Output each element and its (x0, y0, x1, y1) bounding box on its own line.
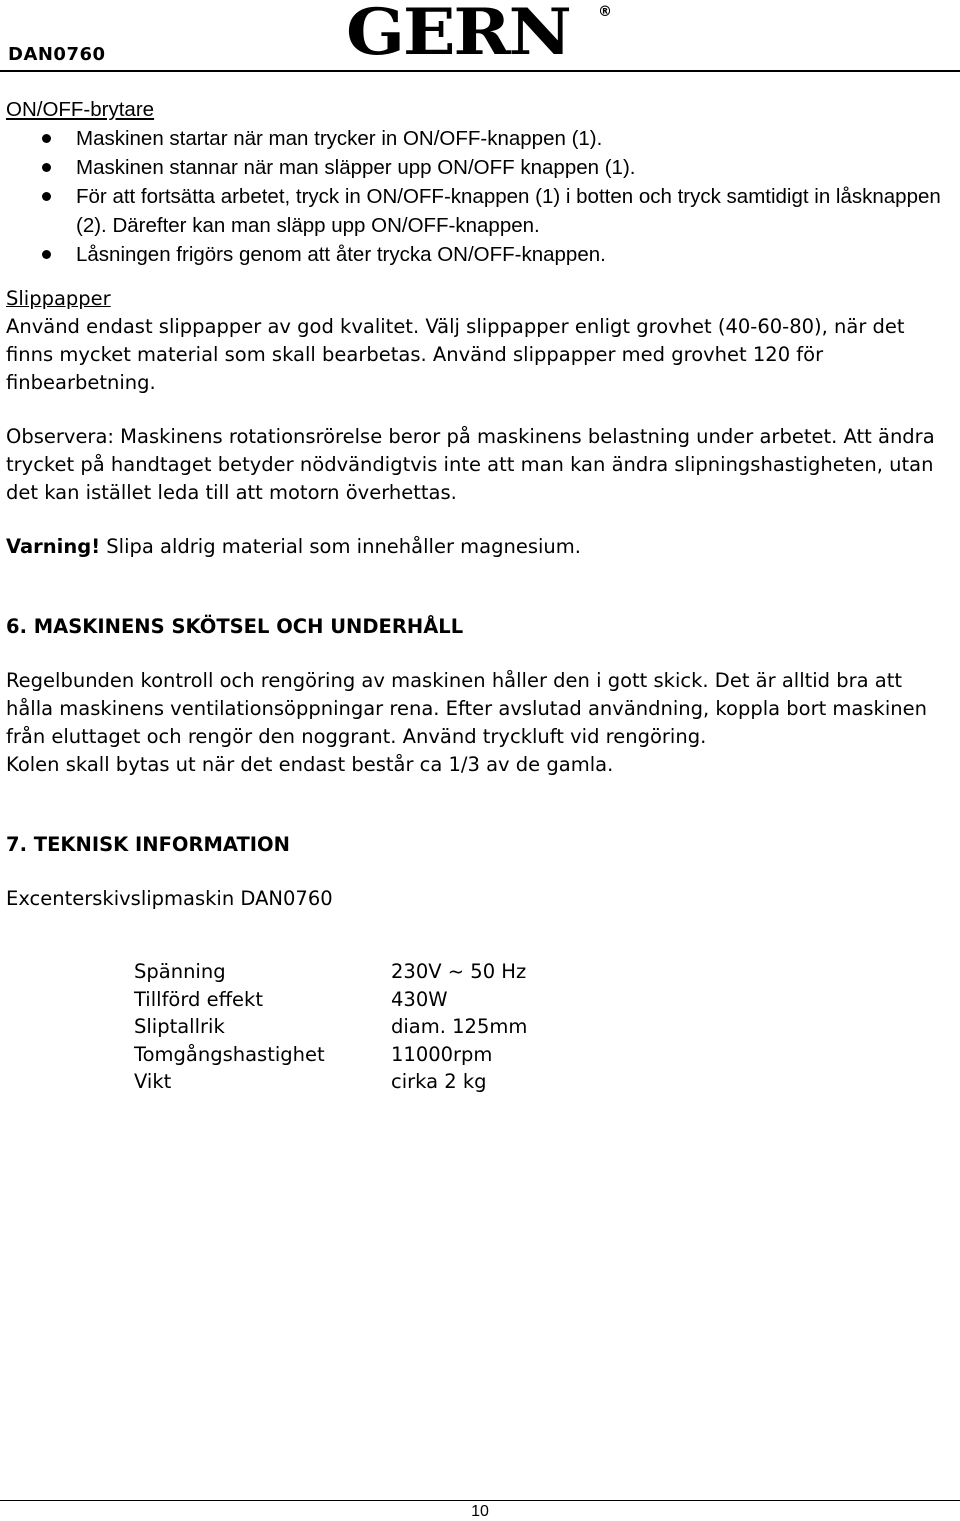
gern-logo: GERN (346, 0, 570, 70)
onoff-list (6, 124, 951, 269)
observera-text: Observera: Maskinens rotationsrörelse beror på maskinens belastning under arbetet. Att ändra trycket på handtaget betyder nödvändigtvis inte att man kan ändra slipningshastigheten, utan det kan istället leda till att motorn överhettas. (6, 425, 935, 504)
page-header (0, 0, 960, 72)
table-row (134, 1013, 527, 1041)
registered-mark: ® (598, 4, 612, 20)
list-item-text: Maskinen stannar när man släpper upp ON/OFF knappen (1). (76, 156, 636, 179)
slippapper-title: Slippapper (6, 287, 111, 310)
section-6-text: Regelbunden kontroll och rengöring av maskinen håller den i gott skick. Det är alltid bra att hålla maskinens ventilationsöppningar rena. Efter avslutad användning, koppla bort maskinen från eluttaget och rengör den noggrant. Använd tryckluft vid rengöring. (6, 669, 927, 748)
warning-body: Slipa aldrig material som innehåller magnesium. (100, 535, 581, 558)
onoff-title: ON/OFF-brytare (6, 98, 155, 121)
spec-label: Spänning (134, 960, 226, 984)
bullet-icon (42, 134, 51, 143)
slippapper-text: Använd endast slippapper av god kvalitet. Välj slippapper enligt grovhet (40-60-80), när det finns mycket material som skall bearbetas. Använd slippapper med grovhet 120 för finbearbetning. (6, 315, 905, 394)
list-item (6, 153, 951, 182)
document-code: DAN0760 (8, 44, 106, 65)
spec-label: Sliptallrik (134, 1015, 225, 1039)
page-number: 10 (471, 1503, 489, 1520)
specs-table (134, 958, 527, 1096)
section-6-text-2: Kolen skall bytas ut när det endast består ca 1/3 av de gamla. (6, 753, 614, 776)
list-item (6, 182, 951, 240)
bullet-icon (42, 192, 51, 201)
footer-divider (0, 1500, 960, 1501)
list-item (6, 124, 951, 153)
spec-value: 11000rpm (391, 1042, 493, 1066)
list-item-text: Låsningen frigörs genom att åter trycka ON/OFF-knappen. (76, 243, 606, 266)
section-7-subtitle: Excenterskivslipmaskin DAN0760 (6, 887, 333, 910)
table-row (134, 1041, 527, 1069)
spec-value: cirka 2 kg (391, 1070, 487, 1094)
spec-value: 230V ~ 50 Hz (391, 960, 527, 984)
section-7-heading: 7. TEKNISK INFORMATION (6, 833, 290, 856)
bullet-icon (42, 163, 51, 172)
section-6-heading: 6. MASKINENS SKÖTSEL OCH UNDERHÅLL (6, 615, 464, 638)
table-row (134, 1068, 527, 1096)
warning-text (6, 533, 951, 561)
header-divider (0, 70, 960, 72)
spec-label: Vikt (134, 1070, 172, 1094)
table-row (134, 986, 527, 1014)
spec-label: Tillförd effekt (134, 987, 263, 1011)
spec-value: 430W (391, 987, 448, 1011)
page-content (6, 96, 951, 913)
list-item-text: För att fortsätta arbetet, tryck in ON/OFF-knappen (1) i botten och tryck samtidigt in låsknappen (2). Därefter kan man släpp upp ON/OFF-knappen. (76, 185, 941, 237)
spec-label: Tomgångshastighet (134, 1042, 325, 1066)
table-row (134, 958, 527, 986)
bullet-icon (42, 250, 51, 259)
list-item-text: Maskinen startar när man trycker in ON/OFF-knappen (1). (76, 127, 603, 150)
spec-value: diam. 125mm (391, 1015, 528, 1039)
warning-label: Varning! (6, 535, 101, 558)
list-item (6, 240, 951, 269)
